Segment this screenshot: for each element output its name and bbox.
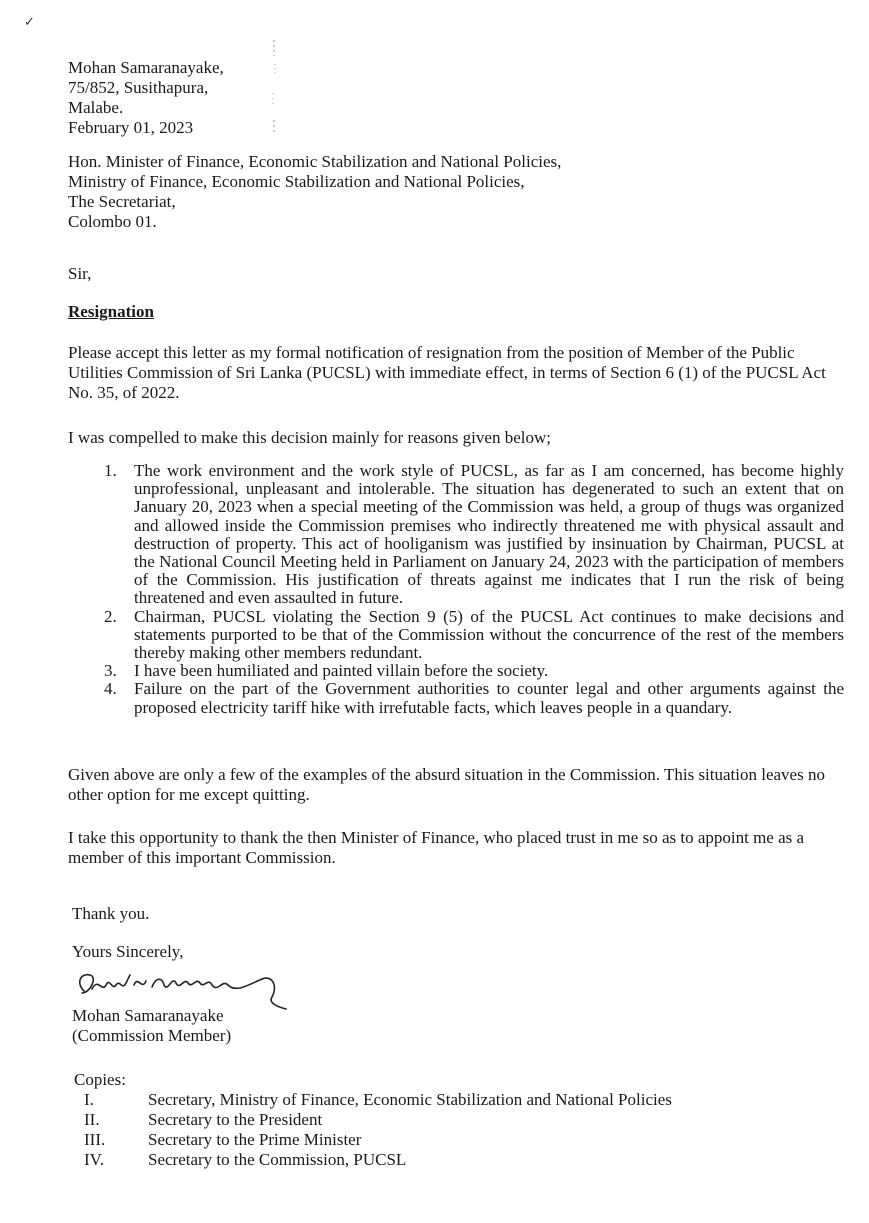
copy-item bbox=[74, 1150, 672, 1170]
copy-item bbox=[74, 1110, 672, 1130]
reason-number: 1. bbox=[104, 461, 117, 480]
copy-recipient: Secretary to the Commission, PUCSL bbox=[148, 1150, 407, 1169]
copy-number: II. bbox=[84, 1110, 100, 1129]
scan-mark: ✓ bbox=[24, 14, 35, 29]
sender-address bbox=[68, 58, 224, 138]
body-paragraph-4: I take this opportunity to thank the then Minister of Finance, who placed trust in me so as to appoint me as a member of this important Commission. bbox=[68, 828, 805, 867]
recipient-office: The Secretariat, bbox=[68, 192, 176, 211]
reason-item bbox=[104, 608, 844, 663]
recipient-ministry: Ministry of Finance, Economic Stabilization and National Policies, bbox=[68, 172, 525, 191]
copies-list bbox=[74, 1070, 672, 1170]
copy-item bbox=[74, 1090, 672, 1110]
body-paragraph-2: I was compelled to make this decision mainly for reasons given below; bbox=[68, 428, 551, 447]
letter-date: February 01, 2023 bbox=[68, 118, 194, 137]
reason-item bbox=[104, 680, 844, 716]
recipient-city: Colombo 01. bbox=[68, 212, 157, 231]
reason-text: Failure on the part of the Government authorities to counter legal and other arguments against the proposed electricity tariff hike with irrefutable facts, which leaves people in a quandary. bbox=[134, 679, 844, 717]
reason-item bbox=[104, 662, 844, 680]
recipient-address bbox=[68, 152, 561, 232]
reason-number: 4. bbox=[104, 679, 117, 699]
scan-artifact bbox=[268, 38, 280, 138]
copy-recipient: Secretary, Ministry of Finance, Economic Stabilization and National Policies bbox=[148, 1090, 672, 1109]
reason-text: The work environment and the work style of PUCSL, as far as I am concerned, has become highly unprofessional, unpleasant and intolerable. The situation has degenerated to such an extent that on January 20, 2023 when a special meeting of the Commission was held, a group of thugs was organized and allowed inside the Commission premises who indirectly threatened me with physical assault and destruction of property. This act of hooliganism was justified by insinuation by Chairman, PUCSL at the National Council Meeting held in Parliament on January 24, 2023 with the participation of members of the Commission. His justification of threats against me indicates that I run the risk of being threatened and even assaulted in future. bbox=[134, 461, 844, 608]
copy-number: III. bbox=[84, 1130, 106, 1149]
copy-recipient: Secretary to the Prime Minister bbox=[148, 1130, 362, 1149]
thanks-line: Thank you. bbox=[72, 904, 150, 923]
body-paragraph-1: Please accept this letter as my formal notification of resignation from the position of Member of the Public Utilities Commission of Sri Lanka (PUCSL) with immediate effect, in terms of Section 6 (1) of the PUCSL Act No. 35, of 2022. bbox=[68, 343, 826, 402]
reason-number: 3. bbox=[104, 661, 117, 681]
reason-number: 2. bbox=[104, 606, 117, 626]
recipient-title: Hon. Minister of Finance, Economic Stabilization and National Policies, bbox=[68, 152, 562, 171]
signer-name: Mohan Samaranayake bbox=[72, 1006, 224, 1025]
signer-block bbox=[72, 1006, 231, 1046]
subject-heading: Resignation bbox=[68, 302, 154, 321]
reason-text: Chairman, PUCSL violating the Section 9 (5) of the PUCSL Act continues to make decisions and statements purported to be that of the Commission without the concurrence of the rest of the members thereby making other members redundant. bbox=[134, 606, 844, 663]
sender-address-line: 75/852, Susithapura, bbox=[68, 78, 209, 97]
copy-recipient: Secretary to the President bbox=[148, 1110, 323, 1129]
salutation: Sir, bbox=[68, 264, 92, 283]
signer-role: (Commission Member) bbox=[72, 1026, 232, 1045]
copy-number: I. bbox=[84, 1090, 94, 1109]
reason-item bbox=[104, 462, 844, 608]
body-paragraph-3: Given above are only a few of the examples of the absurd situation in the Commission. This situation leaves no other option for me except quitting. bbox=[68, 765, 825, 804]
sender-city: Malabe. bbox=[68, 98, 124, 117]
copy-number: IV. bbox=[84, 1150, 104, 1169]
sender-name: Mohan Samaranayake, bbox=[68, 58, 224, 77]
reason-text: I have been humiliated and painted villain before the society. bbox=[134, 661, 549, 681]
reasons-list bbox=[104, 462, 844, 717]
copy-item bbox=[74, 1130, 672, 1150]
copies-heading: Copies: bbox=[74, 1070, 126, 1089]
closing-line: Yours Sincerely, bbox=[72, 942, 184, 961]
